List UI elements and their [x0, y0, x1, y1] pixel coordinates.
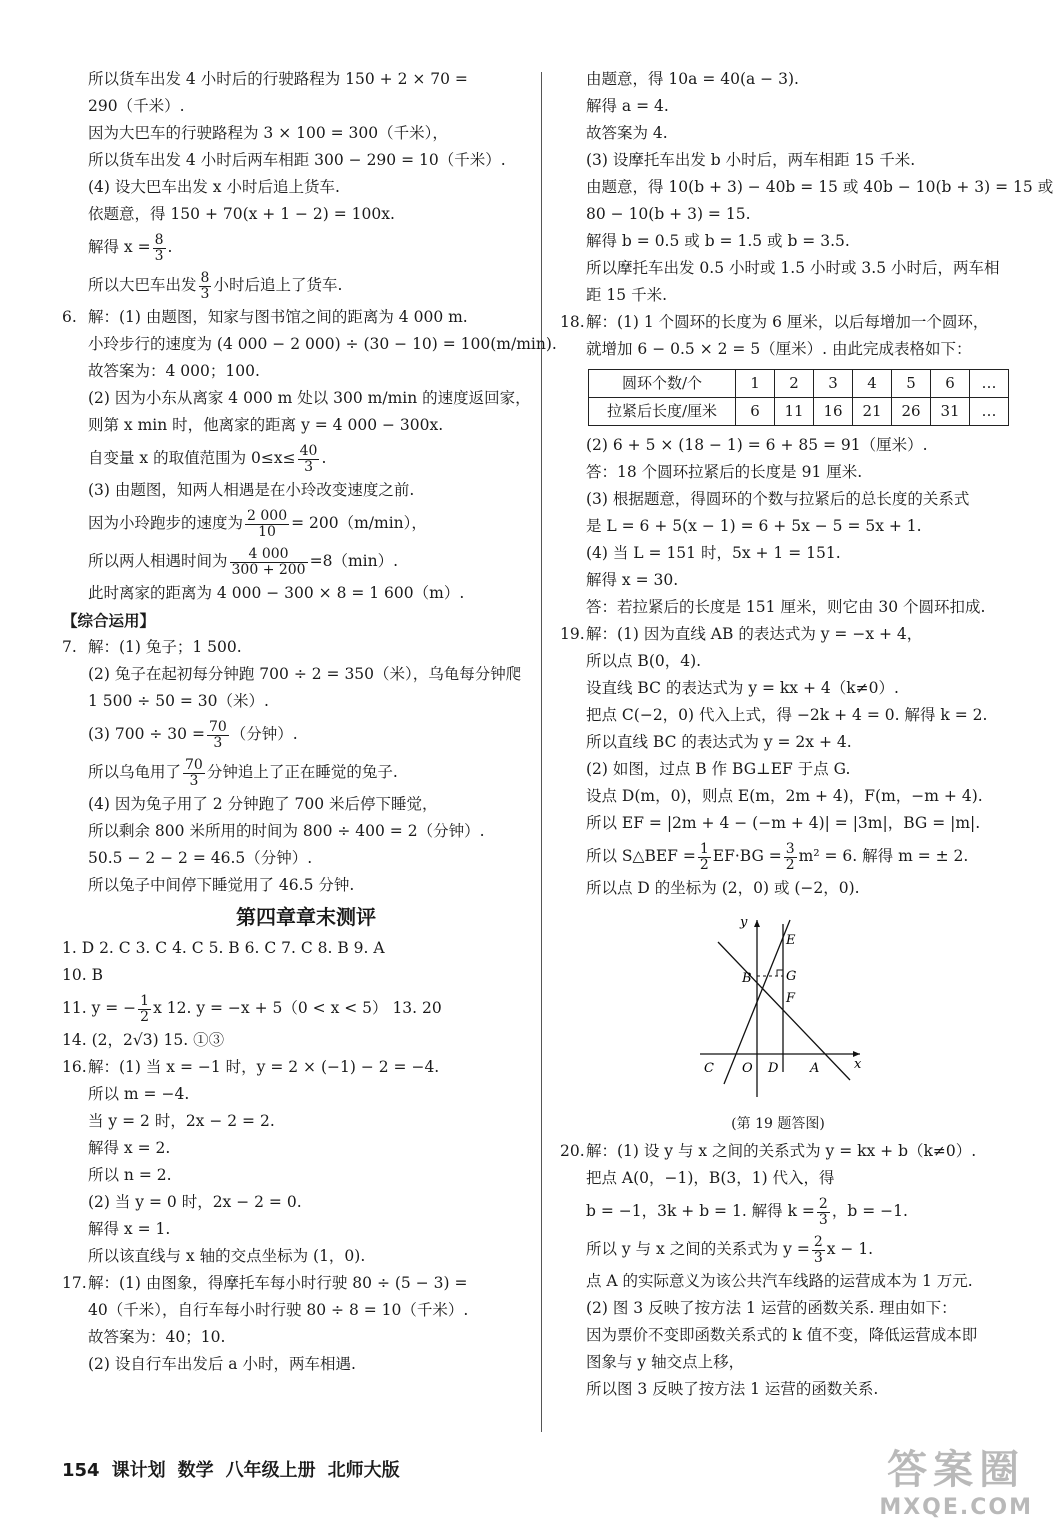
answer-line: 10. B	[62, 966, 103, 984]
label-a: A	[810, 1061, 820, 1076]
text-line: 设直线 BC 的表达式为 y = kx + 4（k≠0）.	[586, 679, 899, 697]
watermark-url: MXQE.COM	[879, 1495, 1033, 1520]
text-line: 所以图 3 反映了按方法 1 运营的函数关系.	[586, 1380, 879, 1398]
text-line: 所以货车出发 4 小时后两车相距 300 − 290 = 10（千米）.	[88, 151, 506, 169]
table-cell: 3	[814, 370, 853, 398]
text-line: 所以货车出发 4 小时后的行驶路程为 150 + 2 × 70 =	[88, 70, 468, 88]
question-7: 7. 解：(1) 兔子；1 500.	[62, 638, 242, 656]
text-line: 解得 x = 2.	[88, 1139, 171, 1157]
table-cell: 6	[736, 398, 775, 426]
text-line: (3) 700 ÷ 30 = $\frac{70}{3}$ （分钟）.	[88, 718, 298, 751]
table-cell: …	[970, 370, 1009, 398]
line-ab	[718, 942, 850, 1080]
text-line: 故答案为 4.	[586, 124, 668, 142]
table-cell: 5	[892, 370, 931, 398]
text-line: 所以乌龟用了 $\frac{70}{3}$ 分钟追上了正在睡觉的兔子.	[88, 756, 398, 789]
text-line: (2) 6 + 5 × (18 − 1) = 6 + 85 = 91（厘米）.	[586, 436, 928, 454]
text-line: 此时离家的距离为 4 000 − 300 × 8 = 1 600（m）.	[88, 584, 465, 602]
text-line: 所以 S△BEF = $\frac{1}{2}$ EF·BG = $\frac{3}{2}$ m² = 6. 解得 m = ± 2.	[586, 840, 969, 873]
text-line: 解得 x = $\frac{8}{3}$ .	[88, 231, 173, 264]
fraction: $\frac{40}{3}$	[299, 442, 318, 475]
fraction: $\frac{70}{3}$	[208, 718, 227, 751]
text-line: 当 y = 2 时，2x − 2 = 2.	[88, 1112, 275, 1130]
text-line: 由题意，得 10(b + 3) − 40b = 15 或 40b − 10(b + 3) = 15 或	[586, 178, 1054, 196]
text-line: 故答案为：40；10.	[88, 1328, 226, 1346]
text-line: 故答案为：4 000；100.	[88, 362, 260, 380]
text-line: (3) 由题图，知两人相遇是在小玲改变速度之前.	[88, 481, 415, 499]
label-o: O	[742, 1061, 753, 1076]
text-line: 所以摩托车出发 0.5 小时或 1.5 小时或 3.5 小时后，两车相	[586, 259, 1000, 277]
q19-figure	[690, 912, 870, 1102]
table-cell: 26	[892, 398, 931, 426]
question-16: 16.解：(1) 当 x = −1 时，y = 2 × (−1) − 2 = −4.	[62, 1058, 440, 1076]
text-line: 所以点 D 的坐标为 (2，0) 或 (−2，0).	[586, 879, 860, 897]
watermark	[879, 1438, 1033, 1520]
label-c: C	[704, 1061, 714, 1076]
text-line: 所以该直线与 x 轴的交点坐标为 (1，0).	[88, 1247, 366, 1265]
table-row	[589, 370, 1009, 398]
fraction: $\frac{4 000}{300 + 200}$	[231, 545, 306, 578]
text-line: 所以 EF = |2m + 4 − (−m + 4)| = |3m|，BG = |m|.	[586, 814, 981, 832]
fraction: $\frac{1}{2}$	[140, 992, 150, 1025]
text-line: 所以兔子中间停下睡觉用了 46.5 分钟.	[88, 876, 355, 894]
text-line: (2) 图 3 反映了按方法 1 运营的函数关系. 理由如下：	[586, 1299, 957, 1317]
text-line: 所以剩余 800 米所用的时间为 800 ÷ 400 = 2（分钟）.	[88, 822, 485, 840]
answer-line: 14. (2，2√3) 15. ①③	[62, 1031, 225, 1049]
figure-caption: (第 19 题答图)	[731, 1116, 825, 1132]
text-line: 所以 m = −4.	[88, 1085, 190, 1103]
text-line: 解得 x = 30.	[586, 571, 679, 589]
label-e: E	[786, 933, 796, 948]
question-20: 20.解：(1) 设 y 与 x 之间的关系式为 y = kx + b（k≠0）.	[560, 1142, 977, 1160]
text-line: (2) 因为小东从离家 4 000 m 处以 300 m/min 的速度返回家，	[88, 389, 531, 407]
text-line: 所以大巴车出发 $\frac{8}{3}$ 小时后追上了货车.	[88, 269, 343, 302]
text-line: 所以两人相遇时间为 $\frac{4 000}{300 + 200}$ =8（min）.	[88, 545, 399, 578]
y-axis-arrow	[754, 920, 760, 927]
text-line: 把点 A(0，−1)，B(3，1) 代入，得	[586, 1169, 835, 1187]
text-line: 80 − 10(b + 3) = 15.	[586, 205, 751, 223]
label-b: B	[742, 971, 752, 986]
book-series: 课计划	[111, 1460, 166, 1481]
fraction: $\frac{8}{3}$	[154, 231, 164, 264]
table-cell: 11	[775, 398, 814, 426]
edition: 北师大版	[327, 1460, 400, 1481]
text-line: (2) 设自行车出发后 a 小时，两车相遇.	[88, 1355, 356, 1373]
text-line: (2) 当 y = 0 时，2x − 2 = 0.	[88, 1193, 302, 1211]
text-line: 解得 a = 4.	[586, 97, 669, 115]
table-cell: 1	[736, 370, 775, 398]
answer-line: 1. D 2. C 3. C 4. C 5. B 6. C 7. C 8. B 9. A	[62, 939, 385, 957]
question-18: 18.解：(1) 1 个圆环的长度为 6 厘米，以后每增加一个圆环，	[560, 313, 989, 331]
question-6: 6. 解：(1) 由题图，知家与图书馆之间的距离为 4 000 m.	[62, 308, 468, 326]
fraction: $\frac{70}{3}$	[185, 756, 203, 789]
text-line: 所以 y 与 x 之间的关系式为 y = $\frac{2}{3}$ x − 1.	[586, 1233, 874, 1266]
text-line: (2) 如图，过点 B 作 BG⊥EF 于点 G.	[586, 760, 851, 778]
fraction: $\frac{1}{2}$	[699, 840, 709, 873]
ring-length-table	[588, 369, 1009, 426]
section-heading: 【综合运用】	[62, 611, 156, 630]
text-line: (4) 因为兔子用了 2 分钟跑了 700 米后停下睡觉，	[88, 795, 438, 813]
table-cell: 4	[853, 370, 892, 398]
text-line: 所以 n = 2.	[88, 1166, 172, 1184]
chapter-title: 第四章章末测评	[236, 905, 376, 929]
text-line: (4) 当 L = 151 时，5x + 1 = 151.	[586, 544, 841, 562]
text-line: 把点 C(−2，0) 代入上式，得 −2k + 4 = 0. 解得 k = 2.	[586, 706, 988, 724]
text-line: 解得 x = 1.	[88, 1220, 171, 1238]
text-line: (4) 设大巴车出发 x 小时后追上货车.	[88, 178, 340, 196]
text-line: 因为大巴车的行驶路程为 3 × 100 = 300（千米），	[88, 124, 448, 142]
text-line: 图象与 y 轴交点上移，	[586, 1353, 745, 1371]
text-line: 自变量 x 的取值范围为 0≤x≤ $\frac{40}{3}$ .	[88, 442, 327, 475]
text-line: 所以点 B(0，4).	[586, 652, 702, 670]
label-y: y	[740, 915, 748, 930]
text-line: 所以直线 BC 的表达式为 y = 2x + 4.	[586, 733, 852, 751]
fraction: $\frac{8}{3}$	[200, 269, 210, 302]
answer-line: 11. y = − $\frac{1}{2}$ x 12. y = −x + 5（0 < x < 5） 13. 20	[62, 992, 442, 1025]
text-line: 距 15 千米.	[586, 286, 668, 304]
label-d: D	[768, 1061, 779, 1076]
text-line: 则第 x min 时，他离家的距离 y = 4 000 − 300x.	[88, 416, 444, 434]
text-line: 答：若拉紧后的长度是 151 厘米，则它由 30 个圆环扣成.	[586, 598, 986, 616]
right-angle-mark	[777, 970, 783, 976]
text-line: 就增加 6 − 0.5 × 2 = 5（厘米）. 由此完成表格如下：	[586, 340, 972, 358]
table-cell: …	[970, 398, 1009, 426]
fraction: $\frac{2 000}{10}$	[247, 507, 288, 540]
text-line: 小玲步行的速度为 (4 000 − 2 000) ÷ (30 − 10) = 100(m/min).	[88, 335, 557, 353]
fraction: $\frac{2}{3}$	[818, 1195, 828, 1228]
question-17: 17.解：(1) 由图象，得摩托车每小时行驶 80 ÷ (5 − 3) =	[62, 1274, 468, 1292]
page-number: 154	[62, 1460, 100, 1481]
text-line: 解得 b = 0.5 或 b = 1.5 或 b = 3.5.	[586, 232, 850, 250]
table-row	[589, 398, 1009, 426]
table-cell: 21	[853, 398, 892, 426]
right-column	[560, 66, 1054, 1403]
text-line: 点 A 的实际意义为该公共汽车线路的运营成本为 1 万元.	[586, 1272, 973, 1290]
text-line: 由题意，得 10a = 40(a − 3).	[586, 70, 799, 88]
table-cell: 6	[931, 370, 970, 398]
text-line: 依题意，得 150 + 70(x + 1 − 2) = 100x.	[88, 205, 395, 223]
text-line: 50.5 − 2 − 2 = 46.5（分钟）.	[88, 849, 313, 867]
text-line: 因为票价不变即函数关系式的 k 值不变，降低运营成本即	[586, 1326, 978, 1344]
text-line: 因为小玲跑步的速度为 $\frac{2 000}{10}$ = 200（m/min），	[88, 507, 427, 540]
page-footer	[62, 1456, 412, 1482]
label-g: G	[786, 969, 797, 984]
column-divider	[541, 72, 542, 1432]
text-line: (2) 兔子在起初每分钟跑 700 ÷ 2 = 350（米），乌龟每分钟爬	[88, 665, 522, 683]
table-cell: 16	[814, 398, 853, 426]
text-line: 答：18 个圆环拉紧后的长度是 91 厘米.	[586, 463, 863, 481]
text-line: 290（千米）.	[88, 97, 185, 115]
text-line: (3) 根据题意，得圆环的个数与拉紧后的总长度的关系式	[586, 490, 970, 508]
text-line: 设点 D(m，0)，则点 E(m，2m + 4)，F(m，−m + 4).	[586, 787, 983, 805]
text-line: 1 500 ÷ 50 = 30（米）.	[88, 692, 269, 710]
fraction: $\frac{2}{3}$	[813, 1233, 823, 1266]
table-header-cell: 拉紧后长度/厘米	[589, 398, 736, 426]
left-column	[62, 66, 557, 1378]
label-f: F	[786, 991, 796, 1006]
subject: 数学	[177, 1460, 214, 1481]
table-cell: 31	[931, 398, 970, 426]
watermark-logo: 答案圈	[887, 1447, 1026, 1493]
question-19: 19.解：(1) 因为直线 AB 的表达式为 y = −x + 4，	[560, 625, 923, 643]
text-line: 是 L = 6 + 5(x − 1) = 6 + 5x − 5 = 5x + 1.	[586, 517, 922, 535]
text-line: (3) 设摩托车出发 b 小时后，两车相距 15 千米.	[586, 151, 916, 169]
label-x: x	[854, 1057, 862, 1072]
text-line: b = −1，3k + b = 1. 解得 k = $\frac{2}{3}$ ，b = −1.	[586, 1195, 908, 1228]
text-line: 40（千米），自行车每小时行驶 80 ÷ 8 = 10（千米）.	[88, 1301, 469, 1319]
table-header-cell: 圆环个数/个	[589, 370, 736, 398]
grade: 八年级上册	[225, 1460, 316, 1481]
table-cell: 2	[775, 370, 814, 398]
fraction: $\frac{3}{2}$	[785, 840, 795, 873]
